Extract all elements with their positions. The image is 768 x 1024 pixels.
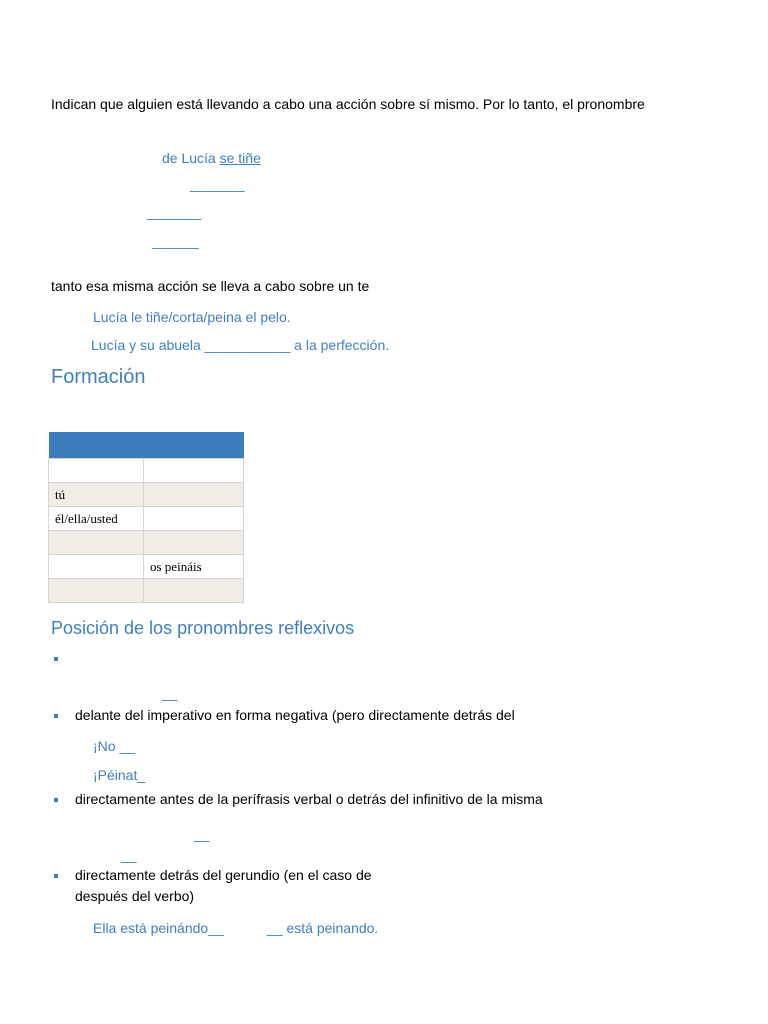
bullet-marker: [54, 657, 58, 661]
table-cell: [49, 459, 144, 483]
table-cell: [49, 555, 144, 579]
example-gerundio-2: __ está peinando.: [267, 920, 379, 936]
blank-c: ______: [152, 233, 199, 249]
example-abuela: Lucía y su abuela ___________ a la perfección.: [91, 337, 390, 353]
table-cell: [49, 579, 144, 603]
table-cell: [49, 531, 144, 555]
posicion-heading: Posición de los pronombres reflexivos: [51, 618, 355, 638]
blank-d: __: [162, 685, 178, 701]
table-row: [49, 531, 244, 555]
bullet-imperativo: delante del imperativo en forma negativa (pero directamente detrás del: [75, 707, 515, 723]
blank-b: _______: [147, 204, 202, 220]
table-cell: tú: [49, 483, 144, 507]
bullet-gerundio-line1: directamente detrás del gerundio (en el caso de: [75, 867, 372, 883]
intro-paragraph: Indican que alguien está llevando a cabo una acción sobre sí mismo. Por lo tanto, el pronombre: [51, 96, 645, 112]
table-row: [49, 507, 244, 531]
bullet-marker: [54, 874, 58, 878]
example-peinat: ¡Péinat_: [93, 767, 146, 783]
table-cell: [144, 531, 244, 555]
table-row: [49, 555, 244, 579]
paragraph-2: tanto esa misma acción se lleva a cabo sobre un te: [51, 278, 370, 294]
blank-e: __: [194, 826, 210, 842]
table-header-row: [49, 432, 244, 459]
table-row: [49, 483, 244, 507]
formacion-heading: Formación: [51, 366, 146, 388]
bullet-marker: [54, 798, 58, 802]
blank-f: __: [121, 847, 137, 863]
bullet-gerundio-line2: después del verbo): [75, 888, 195, 904]
table-cell: él/ella/usted: [49, 507, 144, 531]
example-prefix: de Lucía: [162, 150, 220, 166]
conjugation-table: [48, 432, 244, 603]
table-cell: [144, 459, 244, 483]
blank-a: _______: [190, 176, 245, 192]
table-cell: [144, 507, 244, 531]
table-row: [49, 579, 244, 603]
table-cell: os peináis: [144, 555, 244, 579]
bullet-marker: [54, 714, 58, 718]
example-no: ¡No __: [93, 738, 136, 754]
table-row: [49, 459, 244, 483]
example-gerundio-1: Ella está peinándo__: [93, 920, 224, 936]
example-se-tine: [162, 150, 261, 166]
bullet-perifrasis: directamente antes de la perífrasis verbal o detrás del infinitivo de la misma: [75, 791, 543, 807]
example-underlined: se tiñe: [219, 150, 261, 166]
example-le-tine: Lucía le tiñe/corta/peina el pelo.: [93, 309, 291, 325]
table-cell: [144, 483, 244, 507]
table-cell: [144, 579, 244, 603]
